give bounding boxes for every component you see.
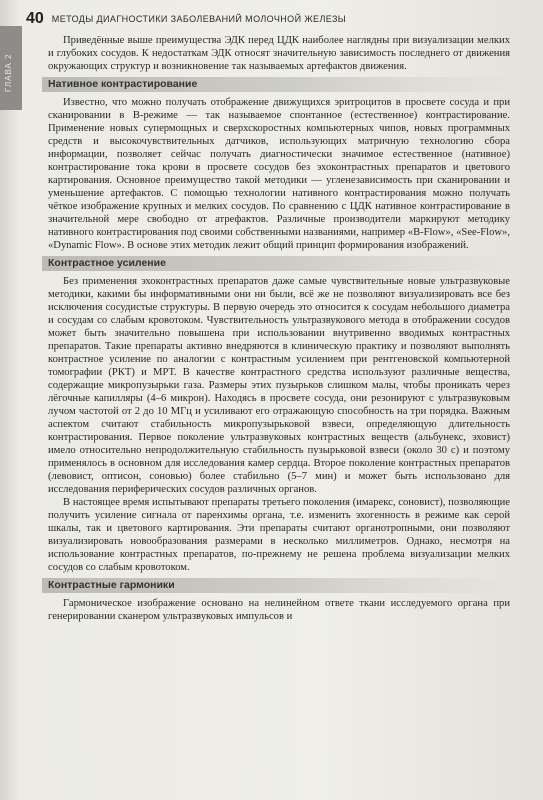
contrast-harmonics-paragraph: Гармоническое изображение основано на нелинейном ответе ткани исследуемого органа при генерировании сканером ультразвуковых импульсов и	[48, 598, 510, 622]
contrast-enhancement-paragraph-2: В настоящее время испытывают препараты третьего поколения (имарекс, соновист), позволяющие получить усиление сигнала от паренхимы органа, т.е. изменить эхогенность в режиме как серой шкалы, так и цветового картирования. Эти препараты считают органотропными, они позволяют визуализировать новообразования размерами в несколько миллиметров. Однако, несмотря на использование контрастных препаратов, по-прежнему не решена проблема визуализации мелких сосудов со слабым кровотоком.	[48, 497, 510, 573]
native-contrast-paragraph: Известно, что можно получать отображение движущихся эритроцитов в просвете сосуда и при сканировании в B-режиме — так называемое спонтанное (естественное) контрастирование. Применение новых супермощных и сверхскоростных компьютерных чипов, новых программных средств и высокочувствительных датчиков, использующих матричную технологию сбора информации, позволяет сейчас получать диагностически значимое естественное (нативное) контрастирование тока крови в просвете сосудов без эхоконтрастных препаратов и цветового картирования. Основное преимущество такой методики — угленезависимость при сканировании и уменьшение артефактов. С помощью технологии нативного контрастирования можно получать чёткое изображение крупных и мелких сосудов. По сравнению с ЦДК нативное контрастирование в значительной мере свободно от атрефактов. Различные производители маркируют методику нативного контрастирования под своими собственными названиями, например «B-Flow», «See-Flow», «Dynamic Flow». В основе этих методик лежит общий принцип формирования изображений.	[48, 97, 510, 251]
section-heading-contrast-enhancement: Контрастное усиление	[42, 256, 510, 271]
chapter-tab-label: ГЛАВА 2	[4, 53, 13, 92]
intro-paragraph: Приведённые выше преимущества ЭДК перед ЦДК наиболее наглядны при визуализации мелких и глубоких сосудов. К недостаткам ЭДК относят значительную зависимость последнего от движения окружающих структур и возникновение так называемых артефактов движения.	[48, 35, 510, 72]
section-heading-contrast-harmonics: Контрастные гармоники	[42, 578, 510, 593]
chapter-side-tab	[0, 26, 22, 110]
section-heading-native-contrast: Нативное контрастирование	[42, 77, 510, 92]
running-header	[26, 8, 525, 30]
page-body	[48, 34, 510, 623]
page-number: 40	[26, 10, 44, 27]
running-title: МЕТОДЫ ДИАГНОСТИКИ ЗАБОЛЕВАНИЙ МОЛОЧНОЙ ЖЕЛЕЗЫ	[51, 14, 347, 24]
contrast-enhancement-paragraph-1: Без применения эхоконтрастных препаратов даже самые чувствительные новые ультразвуковые методики, какими бы информативными они ни были, всё же не позволяют визуализировать все без исключения сосудистые структуры. В первую очередь это относится к сосудам небольшого диаметра и сосудам со слабым кровотоком. Чувствительность ультразвукового метода в отображении сосудов может быть значительно повышена при использовании внутривенно вводимых контрастных препаратов. Такие препараты активно внедряются в клиническую практику и позволяют выполнять контрастное усиление по аналогии с контрастным усилением при рентгеновской компьютерной томографии (РКТ) и МРТ. В качестве контрастного средства используют различные вещества, содержащие микропузырьки газа. Размеры этих пузырьков слишком малы, чтобы проникать через лёгочные капилляры (4–6 микрон). Находясь в просвете сосуда, они резонируют с ультразвуковым лучом частотой от 2 до 10 МГц и усиливают его отражающую способность на три порядка. Важным аспектом считают стабильность микропузырьковой взвеси, определяющую длительность контрастирования. Первое поколение ультразвуковых контрастных веществ (альбунекс, эховист) имело относительно непродолжительную стабильность пузырьковой взвеси (около 30 с) и поэтому применялось в основном для исследования камер сердца. Второе поколение контрастных препаратов (левовист, оптисон, соновью) более стабильно (5–7 мин) и может быть использовано для исследования периферических сосудов различных органов.	[48, 276, 510, 495]
